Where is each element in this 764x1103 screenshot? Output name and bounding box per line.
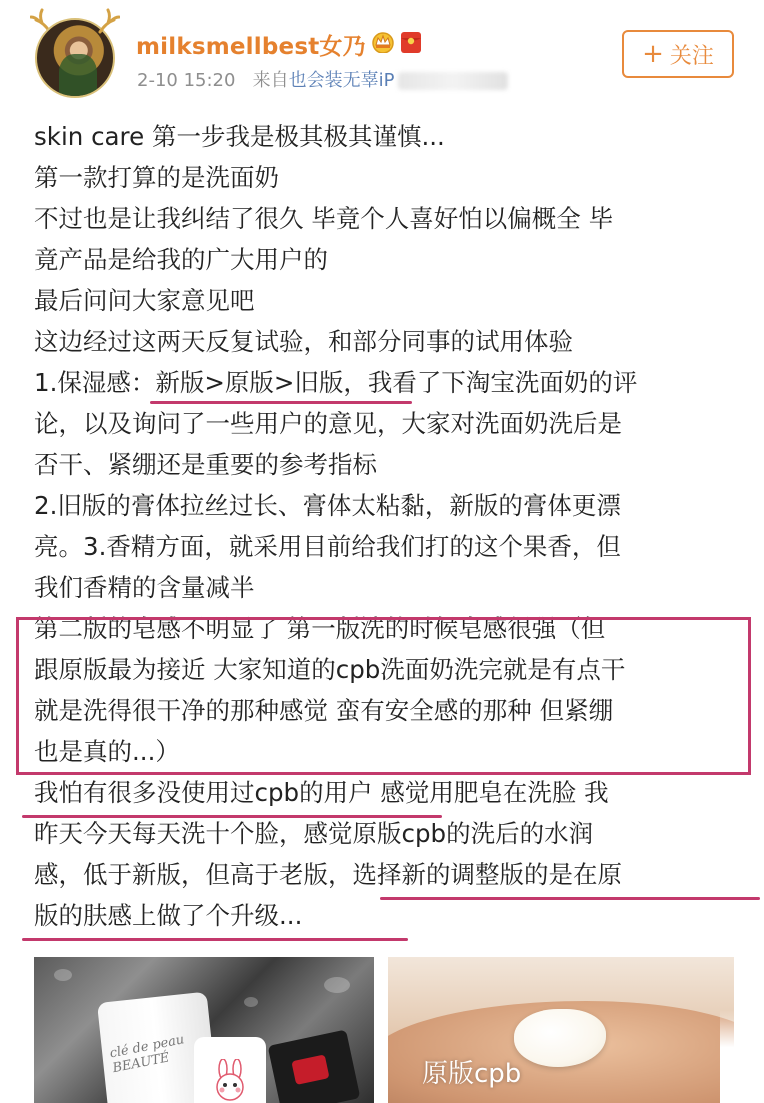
post-line: 1.保湿感：新版>原版>旧版，我看了下淘宝洗面奶的评 bbox=[34, 368, 638, 397]
post-header bbox=[0, 0, 764, 110]
post-line: 亮。3.香精方面，就采用目前给我们打的这个果香，但 bbox=[34, 532, 621, 561]
post-line: 也是真的...） bbox=[34, 737, 180, 766]
post-image-products[interactable] bbox=[34, 957, 374, 1103]
post-line: 第二版的皂感不明显了 第一版洗的时候皂感很强（但 bbox=[34, 614, 606, 643]
post-image-cream[interactable] bbox=[388, 957, 734, 1103]
post-line: 第一款打算的是洗面奶 bbox=[34, 163, 279, 192]
highlight-underline bbox=[150, 401, 412, 404]
post-line: 2.旧版的膏体拉丝过长、膏体太粘黏，新版的膏体更漂 bbox=[34, 491, 621, 520]
post-body bbox=[34, 116, 744, 936]
post-time: 2-10 15:20 bbox=[137, 70, 236, 91]
post-line: 昨天今天每天洗十个脸，感觉原版cpb的洗后的水润 bbox=[34, 819, 594, 848]
highlight-underline bbox=[22, 938, 408, 941]
post-line: 竟产品是给我的广大用户的 bbox=[34, 245, 328, 274]
post-line: skin care 第一步我是极其极其谨慎... bbox=[34, 122, 445, 151]
post-line: 这边经过这两天反复试验，和部分同事的试用体验 bbox=[34, 327, 573, 356]
edge-fade bbox=[720, 1010, 764, 1103]
post-meta bbox=[137, 66, 508, 92]
product-brand: clé de peau BEAUTÉ bbox=[108, 1032, 186, 1077]
post-line: 不过也是让我纠结了很久 毕竟个人喜好怕以偏概全 毕 bbox=[34, 204, 614, 233]
post-line: 否干、紧绷还是重要的参考指标 bbox=[34, 450, 377, 479]
post-images bbox=[34, 957, 734, 1103]
highlight-underline bbox=[22, 815, 442, 818]
highlight-underline bbox=[380, 897, 760, 900]
image-caption: 原版cpb bbox=[422, 1059, 522, 1089]
plus-icon: + bbox=[642, 39, 664, 69]
avatar[interactable] bbox=[30, 8, 120, 98]
post-line: 感，低于新版，但高于老版，选择新的调整版的是在原 bbox=[34, 860, 622, 889]
crown-badge-icon bbox=[371, 31, 395, 53]
red-packet-icon bbox=[400, 30, 422, 54]
username[interactable]: milksmellbest女乃 bbox=[136, 34, 366, 60]
post-line: 论，以及询问了一些用户的意见，大家对洗面奶洗后是 bbox=[34, 409, 622, 438]
follow-label: 关注 bbox=[669, 43, 714, 69]
antler-icon bbox=[94, 8, 120, 34]
post-line: 就是洗得很干净的那种感觉 蛮有安全感的那种 但紧绷 bbox=[34, 696, 614, 725]
follow-button[interactable] bbox=[622, 30, 734, 78]
source-prefix: 来自 bbox=[252, 70, 289, 91]
post-line: 我们香精的含量减半 bbox=[34, 573, 255, 602]
product-tube-small bbox=[194, 1037, 266, 1103]
product-box bbox=[268, 1029, 361, 1103]
post-line: 跟原版最为接近 大家知道的cpb洗面奶洗完就是有点干 bbox=[34, 655, 626, 684]
post-line: 版的肤感上做了个升级... bbox=[34, 901, 303, 930]
bunny-icon bbox=[208, 1059, 252, 1103]
post-line: 我怕有很多没使用过cpb的用户 感觉用肥皂在洗脸 我 bbox=[34, 778, 609, 807]
post-source[interactable]: 也会装无辜iP bbox=[288, 70, 395, 91]
post-line: 最后问问大家意见吧 bbox=[34, 286, 255, 315]
blurred-text bbox=[398, 72, 508, 90]
